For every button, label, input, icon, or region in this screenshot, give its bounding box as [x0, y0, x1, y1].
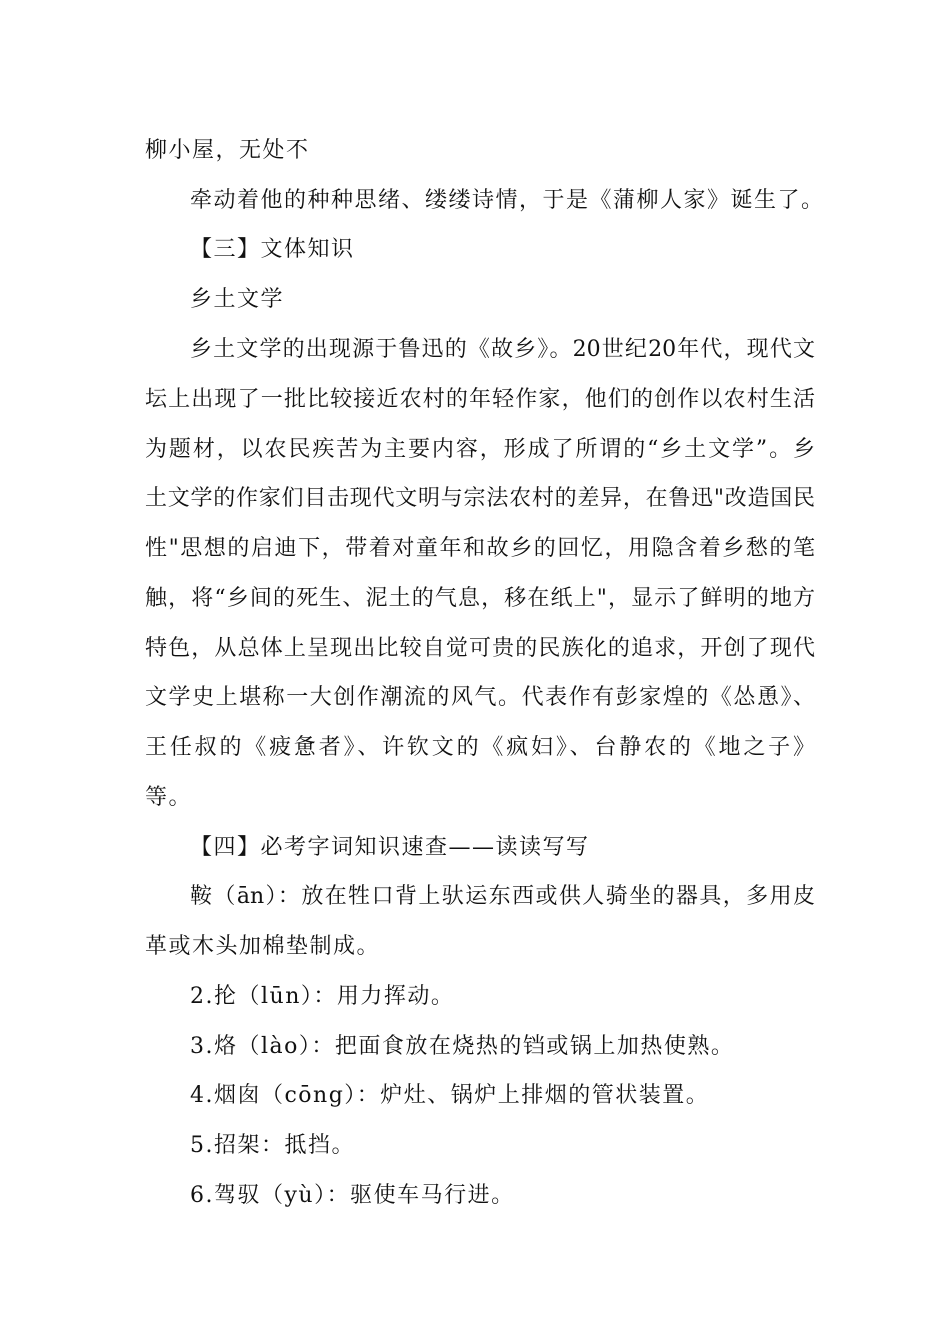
vocab-item-5: 5.招架：抵挡。 [190, 1133, 355, 1158]
paragraph-line: 特色，从总体上呈现出比较自觉可贵的民族化的追求，开创了现代 [145, 636, 815, 661]
paragraph-line: 土文学的作家们目击现代文明与宗法农村的差异，在鲁迅"改造国民 [145, 486, 815, 511]
vocab-item-3: 3.烙（lào）：把面食放在烧热的铛或锅上加热使熟。 [190, 1034, 735, 1059]
text-line-2: 牵动着他的种种思绪、缕缕诗情，于是《蒲柳人家》诞生了。 [190, 188, 825, 213]
paragraph-line: 触，将“乡间的死生、泥土的气息，移在纸上"，显示了鲜明的地方 [145, 586, 815, 611]
vocab-item-6: 6.驾驭（yù）：驱使车马行进。 [190, 1183, 515, 1208]
vocab-item-2: 2.抡（lūn）：用力挥动。 [190, 984, 455, 1009]
subsection-title: 乡土文学 [190, 287, 285, 312]
paragraph-line: 乡土文学的出现源于鲁迅的《故乡》。20世纪20年代，现代文 [190, 337, 815, 362]
text-line-1: 柳小屋，无处不 [145, 138, 310, 163]
paragraph-line: 王任叔的《疲惫者》、许钦文的《疯妇》、台静农的《地之子》 [145, 735, 815, 760]
paragraph-line: 性"思想的启迪下，带着对童年和故乡的回忆，用隐含着乡愁的笔 [145, 536, 815, 561]
vocab-item-1: 鞍（ān）：放在牲口背上驮运东西或供人骑坐的器具，多用皮 [190, 884, 815, 909]
paragraph-line: 坛上出现了一批比较接近农村的年轻作家，他们的创作以农村生活 [145, 387, 815, 412]
paragraph-line: 文学史上堪称一大创作潮流的风气。代表作有彭家煌的《怂恿》、 [145, 685, 815, 710]
section-heading-3: 【三】文体知识 [190, 237, 355, 262]
section-heading-4: 【四】必考字词知识速查——读读写写 [190, 835, 590, 860]
vocab-item-1-continued: 革或木头加棉垫制成。 [145, 934, 381, 959]
paragraph-line: 等。 [145, 785, 193, 810]
vocab-item-4: 4.烟囱（cōng）：炉灶、锅炉上排烟的管状装置。 [190, 1083, 710, 1108]
paragraph-line: 为题材，以农民疾苦为主要内容，形成了所谓的“乡土文学”。乡 [145, 437, 815, 462]
